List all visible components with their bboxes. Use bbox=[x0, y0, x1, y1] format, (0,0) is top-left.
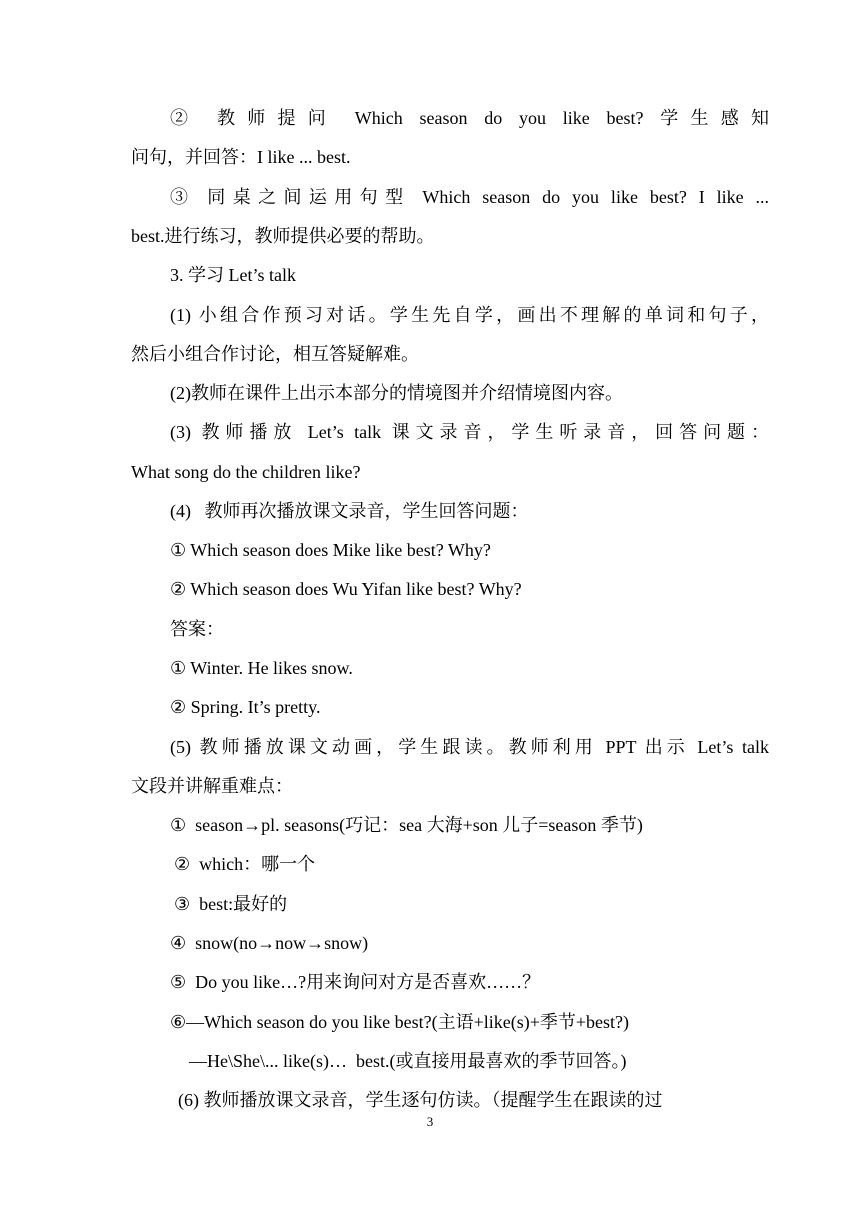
text-line: (6) 教师播放课文录音，学生逐句仿读。（提醒学生在跟读的过 bbox=[178, 1090, 663, 1110]
key-point-line: ② which：哪一个 bbox=[174, 854, 316, 874]
text-line: ② 教师提问 Which season do you like best? 学生感知 bbox=[170, 108, 769, 128]
text-line: (3) 教师播放 Let’s talk 课文录音，学生听录音，回答问题： bbox=[170, 422, 769, 442]
key-point-line: ① season→pl. seasons(巧记：sea 大海+son 儿子=season 季节) bbox=[170, 815, 643, 835]
text-line: 然后小组合作讨论，相互答疑解难。 bbox=[131, 344, 419, 364]
question-line: ① Which season does Mike like best? Why? bbox=[170, 540, 491, 560]
question-line: ② Which season does Wu Yifan like best? Why? bbox=[170, 579, 522, 599]
key-point-line: ④ snow(no→now→snow) bbox=[170, 933, 369, 953]
text-line: What song do the children like? bbox=[131, 462, 361, 482]
key-point-line: ⑥—Which season do you like best?(主语+like(s)+季节+best?) bbox=[170, 1012, 629, 1032]
section-heading: 3. 学习 Let’s talk bbox=[170, 265, 296, 285]
text-line: (1) 小组合作预习对话。学生先自学，画出不理解的单词和句子， bbox=[170, 305, 769, 325]
text-line: (4) 教师再次播放课文录音，学生回答问题： bbox=[170, 501, 529, 521]
key-point-line: —He\She\... like(s)… best.(或直接用最喜欢的季节回答。) bbox=[189, 1051, 627, 1071]
key-point-line: ⑤ Do you like…?用来询问对方是否喜欢……？ bbox=[170, 972, 541, 992]
text-line: best.进行练习，教师提供必要的帮助。 bbox=[131, 226, 435, 246]
answer-line: ② Spring. It’s pretty. bbox=[170, 697, 321, 717]
answer-label: 答案： bbox=[170, 619, 224, 639]
text-line: 文段并讲解重难点： bbox=[131, 776, 293, 796]
text-line: (5) 教师播放课文动画，学生跟读。教师利用 PPT 出示 Let’s talk bbox=[170, 737, 769, 757]
page-number: 3 bbox=[426, 1114, 434, 1129]
key-point-line: ③ best:最好的 bbox=[174, 894, 288, 914]
text-line: ③ 同桌之间运用句型 Which season do you like best? I like ... bbox=[170, 187, 769, 207]
text-line: (2)教师在课件上出示本部分的情境图并介绍情境图内容。 bbox=[170, 383, 623, 403]
text-line: 问句，并回答：I like ... best. bbox=[131, 147, 351, 167]
answer-line: ① Winter. He likes snow. bbox=[170, 658, 353, 678]
